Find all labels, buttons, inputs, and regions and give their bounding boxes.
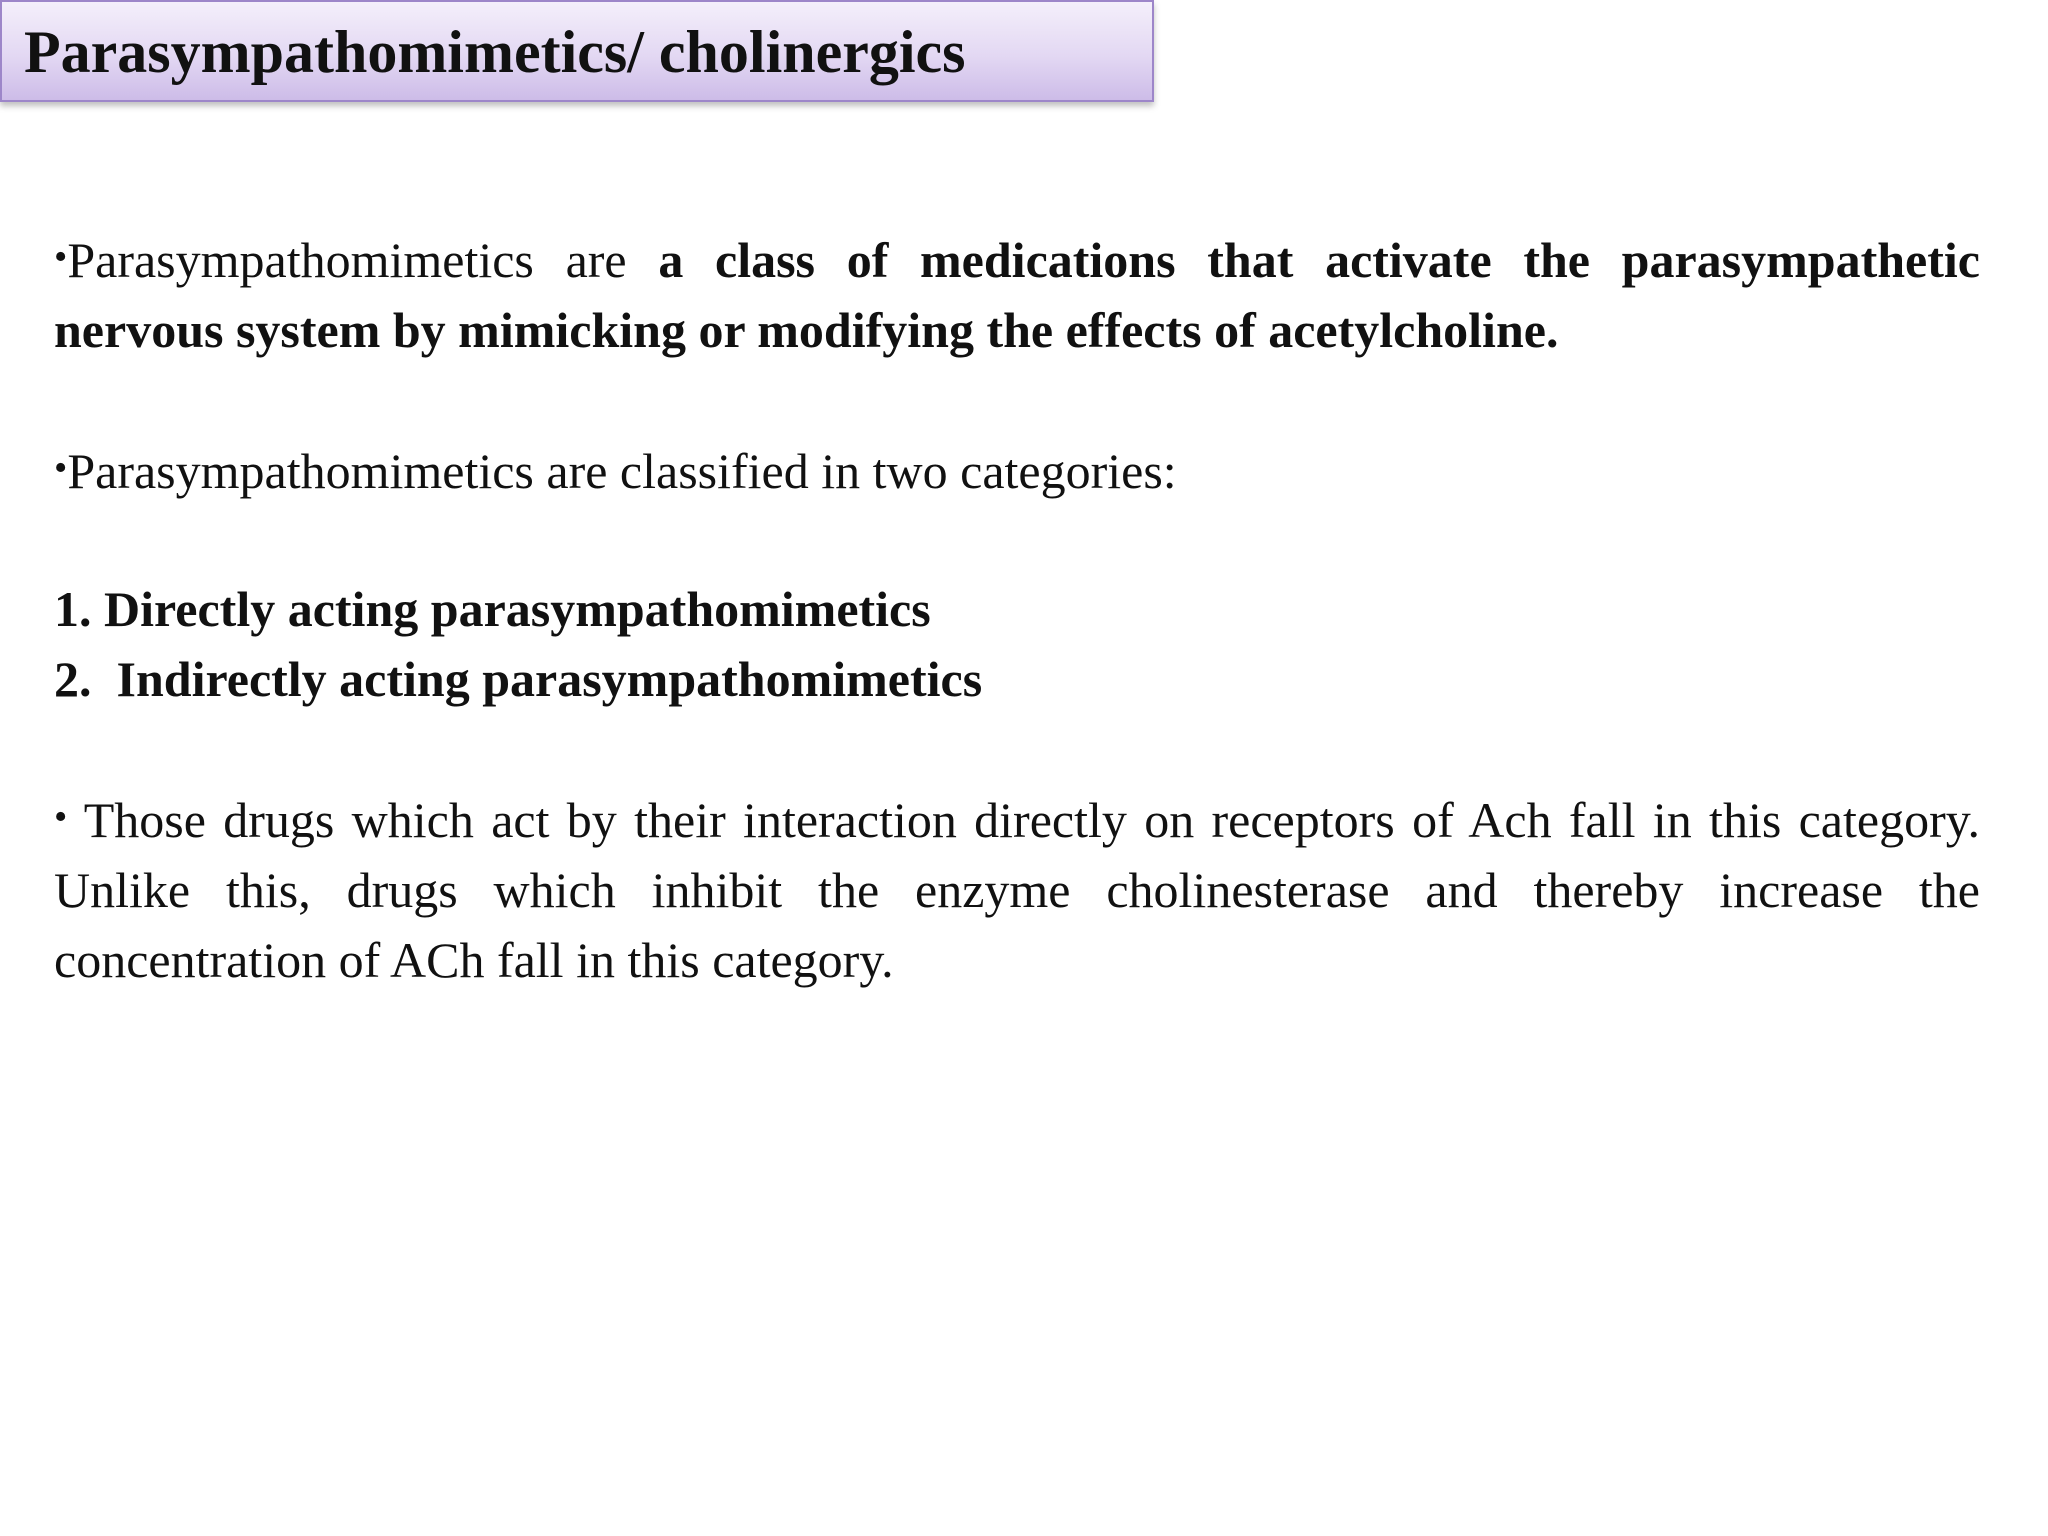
category-number: 1. <box>54 581 92 637</box>
slide-title: Parasympathomimetics/ cholinergics <box>24 19 966 85</box>
bullet-icon: • <box>54 796 68 838</box>
bullet-icon: • <box>54 447 68 489</box>
slide-title-box <box>0 0 1154 102</box>
slide-content <box>54 222 1980 995</box>
bullet-icon: • <box>54 236 68 278</box>
explanation-text: Those drugs which act by their interaction directly on receptors of Ach fall in this category. Unlike this, drugs which inhibit the enzyme cholinesterase and thereby increase the concentration of ACh fall in this category. <box>54 792 1980 988</box>
category-item-2 <box>54 644 1980 714</box>
explanation-paragraph <box>54 782 1980 995</box>
category-label: Indirectly acting parasympathomimetics <box>116 651 983 707</box>
category-label: Directly acting parasympathomimetics <box>104 581 931 637</box>
category-item-1 <box>54 574 1980 644</box>
category-number: 2. <box>54 651 92 707</box>
definition-lead: Parasympathomimetics are <box>67 232 659 288</box>
definition-paragraph <box>54 222 1980 365</box>
classification-text: Parasympathomimetics are classified in two categories: <box>67 443 1177 499</box>
classification-paragraph <box>54 433 1980 506</box>
definition-bold-text: a class of medications that activate the parasympathetic nervous system by mimicking or modifying the effects of acetylcholine. <box>54 232 1980 358</box>
